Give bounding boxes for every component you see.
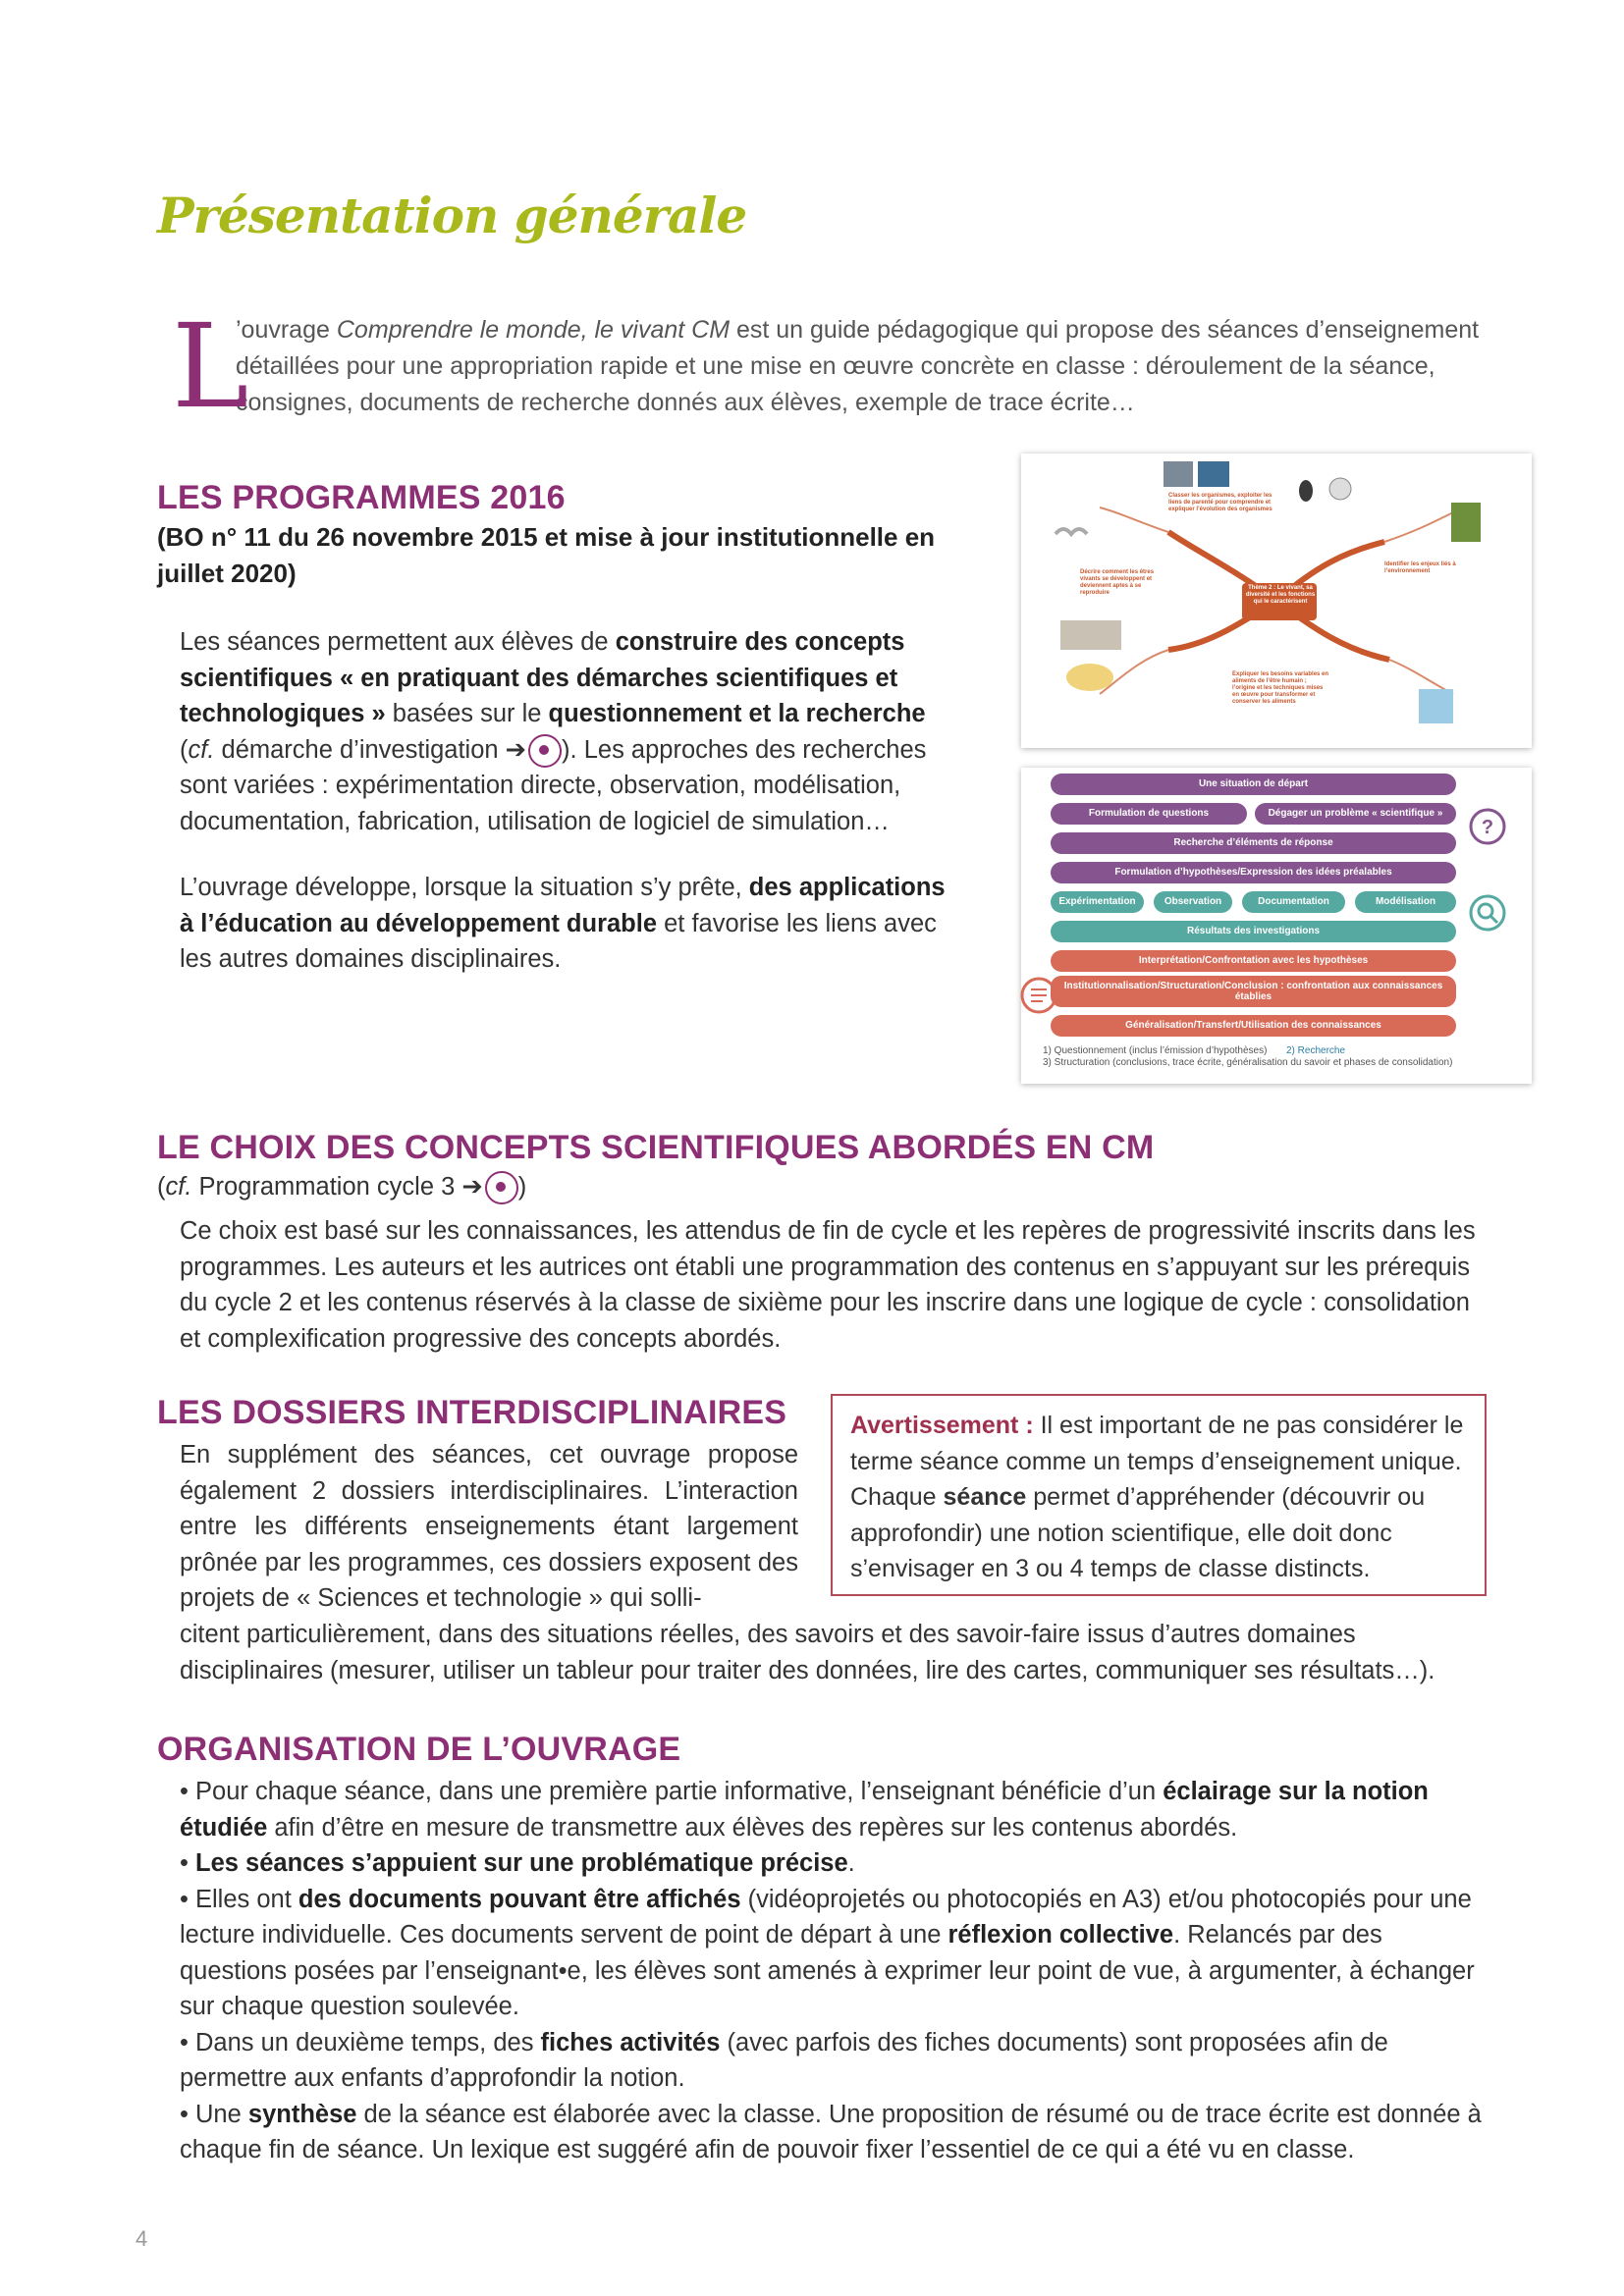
flow-step: Modélisation [1355, 891, 1456, 913]
list-item [180, 2097, 1486, 2168]
section-heading-choix: LE CHOIX DES CONCEPTS SCIENTIFIQUES ABORDÉS EN CM [157, 1129, 1155, 1166]
flow-step: Généralisation/Transfert/Utilisation des connaissances [1051, 1015, 1456, 1037]
text-span: ( [157, 1173, 166, 1201]
bold-text: Les séances s’appuient sur une problématique précise [195, 1849, 848, 1877]
text-span: • Une [180, 2100, 248, 2128]
bold-text: des documents pouvant être affichés [298, 1885, 741, 1913]
dossiers-paragraph-b: citent particulièrement, dans des situations réelles, des savoirs et des savoir-faire issus d’autres domaines disciplinaires (mesurer, utiliser un tableur pour traiter des données, lire des cartes, communiquer ses résultats…). [180, 1621, 1435, 1684]
bold-text: construire des concepts scientifiques « en pratiquant des démarches scientifiques et technologiques » [180, 628, 905, 727]
investigation-flowchart [1021, 768, 1532, 1084]
cd-rom-icon [528, 734, 562, 768]
intro-text-post: est un guide pédagogique qui propose des séances d’enseignement détaillées pour une appropriation rapide et une mise en œuvre concrète en classe : déroulement de la séance, consignes, documents de recherche donnés aux élèves, exemple de trace écrite… [236, 316, 1480, 416]
flow-step: Une situation de départ [1051, 774, 1456, 795]
italic-text: cf. [165, 1173, 192, 1201]
choix-paragraph: Ce choix est basé sur les connaissances, les attendus de fin de cycle et les repères de progressivité inscrits dans les programmes. Les auteurs et les autrices ont établi une programmation des contenus en s’appuyant sur les prérequis du cycle 2 et les contenus réservés à la classe de sixième pour les inscrire dans une logique de cycle : consolidation et complexification progressive des concepts abordés. [180, 1217, 1476, 1353]
text-span: ) [517, 1173, 527, 1201]
section-heading-dossiers: LES DOSSIERS INTERDISCIPLINAIRES [157, 1394, 787, 1431]
flow-legend-3: 3) Structuration (conclusions, trace écrite, généralisation du savoir et phases de consolidation) [1043, 1057, 1453, 1068]
bold-text: fiches activités [540, 2028, 721, 2056]
intro-paragraph [172, 298, 1497, 434]
mindmap-center-label: Thème 2 : Le vivant, sa diversité et les fonctions qui le caractérisent [1245, 585, 1316, 605]
text-span: et favorise les liens avec les autres domaines disciplinaires. [180, 909, 937, 973]
flow-step: Observation [1154, 891, 1232, 913]
list-item [180, 1845, 1486, 1882]
skull-illustration [1329, 478, 1351, 500]
italic-text: cf. [188, 735, 215, 764]
text-span: • [180, 1849, 196, 1877]
organisation-list [180, 1774, 1486, 2168]
mindmap-branch-label: Décrire comment les êtres vivants se développent et deviennent aptes à se reproduire [1080, 569, 1155, 596]
flow-step: Interprétation/Confrontation avec les hypothèses [1051, 950, 1456, 972]
flow-step: Dégager un problème « scientifique » [1255, 803, 1456, 825]
page-title: Présentation générale [157, 187, 747, 244]
photo-bird-2 [1419, 689, 1453, 723]
text-span: Les séances permettent aux élèves de [180, 628, 616, 656]
text-span: • Dans un deuxième temps, des [180, 2028, 541, 2056]
intro-text-pre: ’ouvrage [236, 316, 337, 344]
programmes-subheading: (BO n° 11 du 26 novembre 2015 et mise à jour institutionnelle en juillet 2020) [157, 522, 936, 588]
choix-reference [157, 1169, 526, 1205]
magnifier-icon [1468, 893, 1507, 933]
mindmap-branch-label: Classer les organismes, exploiter les liens de parenté pour comprendre et expliquer l’évolution des organismes [1168, 493, 1272, 512]
question-icon [1468, 807, 1507, 846]
text-span: Programmation cycle 3 ➔ [191, 1173, 483, 1201]
skull-bones-illustration [1056, 529, 1087, 534]
svg-text:?: ? [1481, 817, 1494, 838]
bold-text: réflexion collective [947, 1921, 1174, 1949]
flow-step: Résultats des investigations [1051, 921, 1456, 942]
text-span: . [847, 1849, 855, 1877]
text-span: démarche d’investigation ➔ [214, 735, 527, 764]
flow-step: Institutionnalisation/Structuration/Conclusion : confrontation aux connaissances établies [1051, 976, 1456, 1007]
flow-step: Documentation [1242, 891, 1345, 913]
intro-book-title: Comprendre le monde, le vivant CM [336, 316, 731, 344]
programmes-paragraph-2 [180, 870, 946, 978]
section-heading-programmes: LES PROGRAMMES 2016 [157, 479, 566, 516]
text-span: Il est important de ne pas considérer le terme séance comme un temps d’enseignement unique. Chaque [850, 1412, 1464, 1511]
bold-text: synthèse [247, 2100, 357, 2128]
bold-text: des applications à l’éducation au développement durable [180, 874, 946, 937]
text-span: • Elles ont [180, 1885, 298, 1913]
mindmap-thumbnail [1021, 454, 1532, 748]
photo-fish [1198, 461, 1229, 487]
document-list-icon [1019, 976, 1058, 1015]
warning-box [831, 1394, 1487, 1596]
flow-step: Formulation de questions [1051, 803, 1247, 825]
bold-text: éclairage sur la notion étudiée [180, 1778, 1429, 1842]
section-heading-organisation: ORGANISATION DE L’OUVRAGE [157, 1731, 681, 1768]
flow-legend-2: 2) Recherche [1286, 1045, 1346, 1056]
flow-step: Formulation d’hypothèses/Expression des idées préalables [1051, 862, 1456, 883]
text-span: ( [180, 735, 189, 764]
list-item [180, 2025, 1486, 2097]
cd-rom-icon [485, 1171, 518, 1204]
mindmap-twig [1100, 507, 1168, 532]
warning-label: Avertissement : [850, 1412, 1034, 1439]
drop-cap: L [172, 298, 249, 434]
bold-text: séance [943, 1483, 1027, 1511]
text-span: afin d’être en mesure de transmettre aux élèves des repères sur les contenus abordés. [267, 1813, 1238, 1842]
text-span: . Relancés par des questions posées par l’enseignant•e, les élèves sont amenés à exprimer leur point de vue, à argumenter, à échanger sur chaque question soulevée. [180, 1921, 1475, 2020]
photo-plant [1451, 503, 1481, 542]
mindmap-branch-label: Expliquer les besoins variables en aliments de l’être humain ; l’origine et les techniques mises en œuvre pour transformer et conserver les aliments [1232, 671, 1329, 705]
photo-people [1060, 620, 1121, 650]
photo-food [1066, 664, 1113, 691]
flow-step: Recherche d’éléments de réponse [1051, 832, 1456, 854]
text-span: • Pour chaque séance, dans une première partie informative, l’enseignant bénéficie d’un [180, 1778, 1164, 1805]
beetle-illustration [1299, 480, 1313, 502]
list-item [180, 1882, 1486, 2025]
programmes-paragraph-1 [180, 624, 946, 839]
text-span: permet d’appréhender (découvrir ou approfondir) une notion scientifique, elle doit donc s’envisager en 3 ou 4 temps de classe distincts. [850, 1483, 1426, 1582]
bold-text: questionnement et la recherche [548, 700, 926, 727]
mindmap-twig [1389, 660, 1453, 694]
mindmap-branch-label: Identifier les enjeux liés à l’environnement [1384, 561, 1456, 574]
text-span: ). Les approches des recherches sont variées : expérimentation directe, observation, modélisation, documentation, fabrication, utilisation de logiciel de simulation… [180, 735, 927, 835]
flow-legend-1: 1) Questionnement (inclus l’émission d’hypothèses) [1043, 1045, 1268, 1056]
text-span: (vidéoprojetés ou photocopiés en A3) et/ou photocopiés pour une lecture individuelle. Ces documents servent de point de départ à une [180, 1885, 1472, 1949]
text-span: basées sur le [385, 700, 549, 727]
photo-bird [1164, 461, 1193, 487]
text-span: de la séance est élaborée avec la classe. Une proposition de résumé ou de trace écrite est donnée à chaque fin de séance. Un lexique est suggéré afin de pouvoir fixer l’essentiel de ce qui a été vu en classe. [180, 2100, 1482, 2163]
page-number: 4 [135, 2226, 148, 2251]
dossiers-paragraph-a: En supplément des séances, cet ouvrage propose également 2 dossiers interdisciplinaires. L’interaction entre les différents enseignements étant largement prônée par les programmes, ces dossiers exposent des projets de « Sciences et technologie » qui solli- [180, 1441, 798, 1612]
list-item [180, 1774, 1486, 1845]
text-span: (avec parfois des fiches documents) sont proposées afin de permettre aux enfants d’approfondir la notion. [180, 2028, 1388, 2092]
flow-step: Expérimentation [1051, 891, 1144, 913]
text-span: L’ouvrage développe, lorsque la situation s’y prête, [180, 874, 749, 901]
mindmap-twig [1384, 512, 1453, 542]
